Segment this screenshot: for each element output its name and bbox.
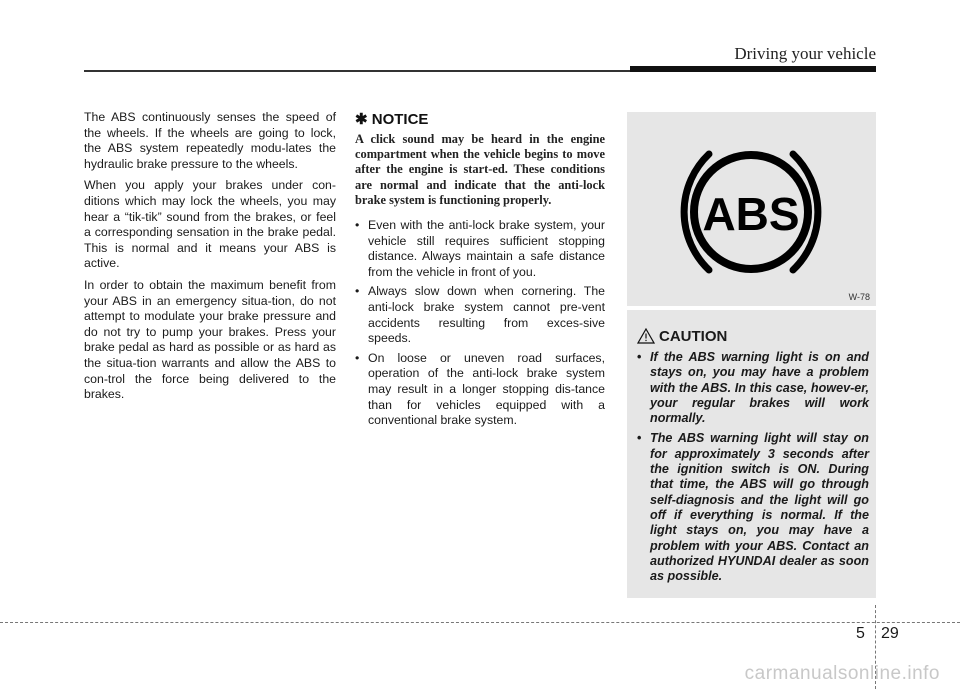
header-accent-bar	[630, 66, 876, 72]
chapter-number: 5	[856, 625, 865, 642]
notice-bullet-list	[355, 218, 605, 429]
warning-triangle-icon	[637, 328, 655, 348]
list-item: • Even with the anti-lock brake system, your vehicle still requires sufficient stopping distance. Always maintain a safe distance from the vehicle in front of you.	[355, 218, 605, 280]
abs-icon-label: ABS	[702, 188, 800, 240]
abs-warning-light-figure	[627, 112, 876, 306]
figure-code: W-78	[848, 292, 870, 302]
caution-title: CAUTION	[659, 328, 728, 345]
caution-list	[637, 350, 869, 589]
abs-description-column	[84, 110, 336, 409]
section-title: Driving your vehicle	[734, 44, 876, 63]
list-item: • The ABS warning light will stay on for approximately 3 seconds after the ignition switch is ON. During that time, the ABS will go through self-diagnosis and the light will go off if everything is normal. If the light stays on, you may have a problem with your ABS. Contact an authorized HYUNDAI dealer as soon as possible.	[637, 431, 869, 584]
paragraph: In order to obtain the maximum benefit from your ABS in an emergency situa-tion, do not attempt to modulate your brake pressure and do not try to pump your brakes. Press your brake pedal as hard as possible or as hard as the situa-tion warrants and allow the ABS to con-trol the force being delivered to the brakes.	[84, 277, 336, 402]
abs-warning-icon	[627, 112, 876, 306]
footer-rule	[0, 622, 960, 623]
page-number: 29	[881, 625, 899, 642]
caution-box	[627, 310, 876, 598]
list-item: • Always slow down when cornering. The anti-lock brake system cannot pre-vent accidents resulting from exces-sive speeds.	[355, 284, 605, 346]
watermark: carmanualsonline.info	[744, 663, 940, 684]
notice-section	[355, 110, 605, 433]
caution-heading	[637, 328, 727, 348]
paragraph: The ABS continuously senses the speed of the wheels. If the wheels are going to lock, the ABS system repeatedly modu-lates the hydraulic brake pressure to the wheels.	[84, 110, 336, 171]
notice-body: A click sound may be heard in the engine compartment when the vehicle begins to move after the engine is start-ed. These conditions are normal and indicate that the anti-lock brake system is functioning properly.	[355, 132, 605, 207]
notice-heading: ✱ NOTICE	[355, 111, 429, 128]
list-item: • If the ABS warning light is on and stays on, you may have a problem with the ABS. In this case, howev-er, your regular brakes will work normally.	[637, 350, 869, 426]
list-item: • On loose or uneven road surfaces, operation of the anti-lock brake system may result in a longer stopping dis-tance than for vehicles equipped with a conventional brake system.	[355, 351, 605, 429]
paragraph: When you apply your brakes under con-ditions which may lock the wheels, you may hear a “tik-tik” sound from the brakes, or feel a corresponding sensation in the brake pedal. This is normal and it means your ABS is active.	[84, 178, 336, 271]
